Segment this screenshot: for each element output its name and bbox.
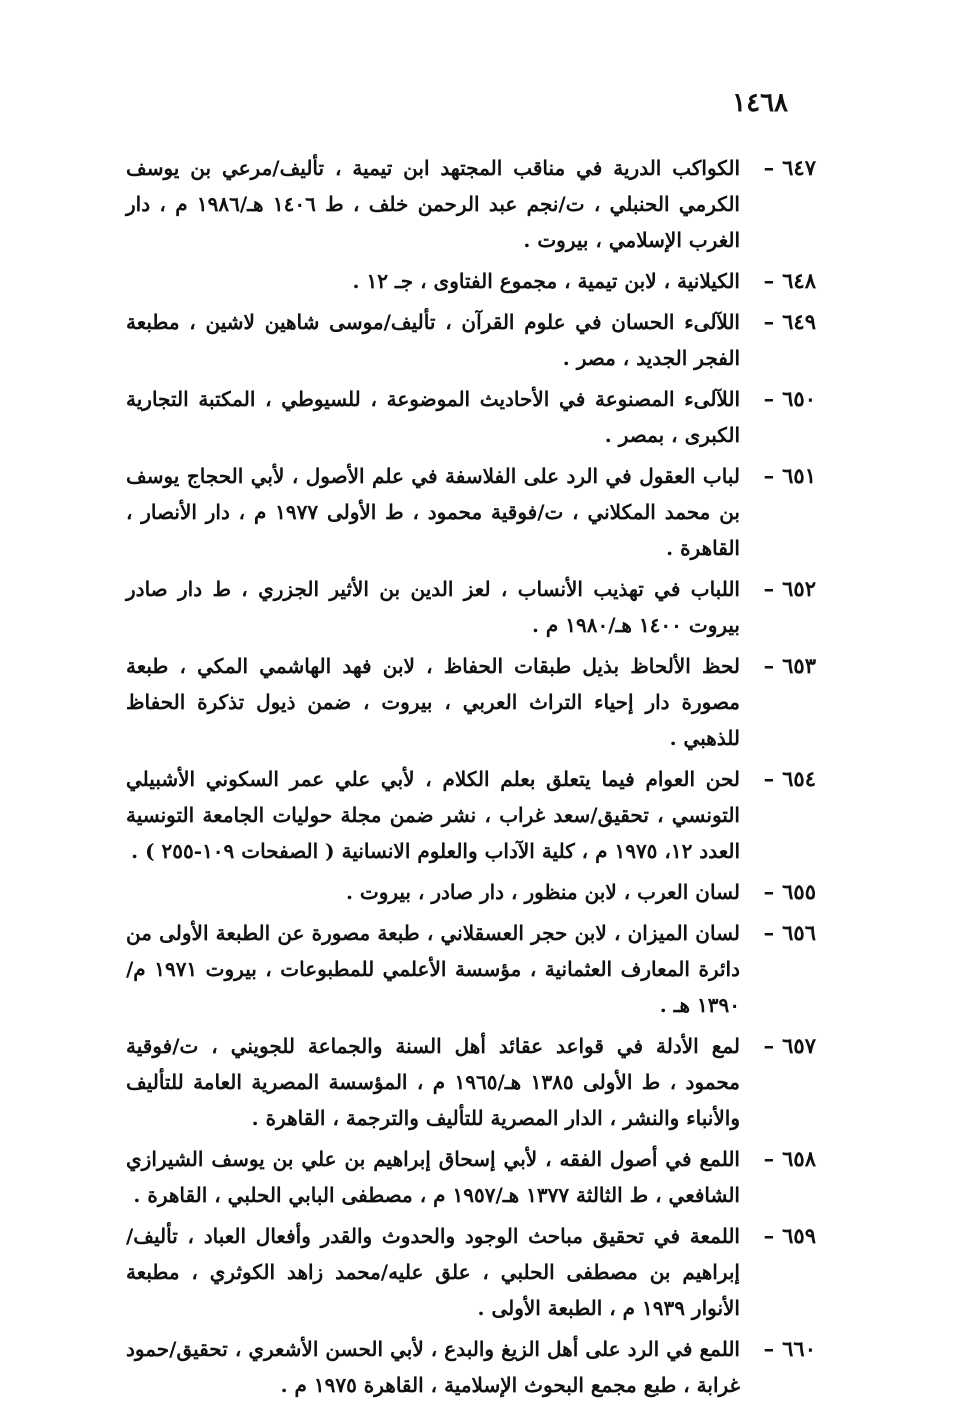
bibliography-entry — [126, 304, 816, 376]
entry-number: ٦٥٢– — [763, 576, 816, 601]
entry-number: ٦٥٤– — [763, 766, 816, 791]
entry-text: لباب العقول في الرد على الفلاسفة في علم الأصول ، لأبي الحجاج يوسف بن محمد المكلاني ، ت/فوقية محمود ، ط الأولى ١٩٧٧ م ، دار الأنصار ، القاهرة . — [126, 464, 740, 560]
bibliography-entry — [126, 915, 816, 1023]
entry-text: الكواكب الدرية في مناقب المجتهد ابن تيمية ، تأليف/مرعي بن يوسف الكرمي الحنبلي ، ت/نجم عبد الرحمن خلف ، ط ١٤٠٦ هـ/١٩٨٦ م ، دار الغرب الإسلامي ، بيروت . — [126, 156, 740, 252]
entry-text: لسان الميزان ، لابن حجر العسقلاني ، طبعة مصورة عن الطبعة الأولى من دائرة المعارف العثمانية ، مؤسسة الأعلمي للمطبوعات ، بيروت ١٩٧١ م/١٣٩٠ هـ . — [126, 921, 740, 1017]
bibliography-entry — [126, 571, 816, 643]
entry-number: ٦٥١– — [763, 463, 816, 488]
entry-number: ٦٤٩– — [763, 309, 816, 334]
bibliography-entry — [126, 874, 816, 910]
bibliography-list — [126, 150, 816, 1408]
entry-text: لمع الأدلة في قواعد عقائد أهل السنة والجماعة للجويني ، ت/فوقية محمود ، ط الأولى ١٣٨٥ هـ/١٩٦٥ م ، المؤسسة المصرية العامة للتأليف والأنباء والنشر ، الدار المصرية للتأليف والترجمة ، القاهرة . — [126, 1034, 740, 1130]
bibliography-entry — [126, 1028, 816, 1136]
entry-text: لحن العوام فيما يتعلق بعلم الكلام ، لأبي علي عمر السكوني الأشبيلي التونسي ، تحقيق/سعد غراب ، نشر ضمن مجلة حوليات الجامعة التونسية العدد ١٢، ١٩٧٥ م ، كلية الآداب والعلوم الانسانية ( الصفحات ١٠٩-٢٥٥ ) . — [126, 767, 740, 863]
bibliography-entry — [126, 1218, 816, 1326]
bibliography-entry — [126, 648, 816, 756]
bibliography-entry — [126, 458, 816, 566]
entry-text: لسان العرب ، لابن منظور ، دار صادر ، بيروت . — [345, 880, 740, 904]
entry-number: ٦٤٨– — [763, 268, 816, 293]
entry-text: اللمع في الرد على أهل الزيغ والبدع ، لأبي الحسن الأشعري ، تحقيق/حمود غرابة ، طبع مجمع البحوث الإسلامية ، القاهرة ١٩٧٥ م . — [126, 1337, 740, 1397]
entry-number: ٦٥٨– — [763, 1146, 816, 1171]
bibliography-entry — [126, 381, 816, 453]
entry-number: ٦٦٠– — [763, 1336, 816, 1361]
entry-text: اللباب في تهذيب الأنساب ، لعز الدين بن الأثير الجزري ، ط دار صادر بيروت ١٤٠٠ هـ/١٩٨٠ م . — [126, 577, 740, 637]
entry-number: ٦٥٣– — [763, 653, 816, 678]
entry-text: اللمعة في تحقيق مباحث الوجود والحدوث والقدر وأفعال العباد ، تأليف/إبراهيم بن مصطفى الحلبي ، علق عليه/محمد زاهد الكوثري ، مطبعة الأنوار ١٩٣٩ م ، الطبعة الأولى . — [126, 1224, 740, 1320]
bibliography-entry — [126, 1331, 816, 1403]
entry-number: ٦٥٠– — [763, 386, 816, 411]
entry-text: لحظ الألحاظ بذيل طبقات الحفاظ ، لابن فهد الهاشمي المكي ، طبعة مصورة دار إحياء التراث العربي ، بيروت ، ضمن ذيول تذكرة الحفاظ للذهبي . — [126, 654, 740, 750]
entry-text: اللآلىء الحسان في علوم القرآن ، تأليف/موسى شاهين لاشين ، مطبعة الفجر الجديد ، مصر . — [126, 310, 740, 370]
entry-number: ٦٥٥– — [763, 879, 816, 904]
entry-number: ٦٥٧– — [763, 1033, 816, 1058]
entry-number: ٦٥٩– — [763, 1223, 816, 1248]
entry-number: ٦٥٦– — [763, 920, 816, 945]
entry-text: اللآلىء المصنوعة في الأحاديث الموضوعة ، للسيوطي ، المكتبة التجارية الكبرى ، بمصر . — [126, 387, 740, 447]
page-number: ١٤٦٨ — [732, 88, 788, 118]
bibliography-entry — [126, 1141, 816, 1213]
bibliography-entry — [126, 263, 816, 299]
bibliography-entry — [126, 761, 816, 869]
entry-text: اللمع في أصول الفقه ، لأبي إسحاق إبراهيم بن علي بن يوسف الشيرازي الشافعي ، ط الثالثة ١٣٧٧ هـ/١٩٥٧ م ، مصطفى البابي الحلبي ، القاهرة . — [126, 1147, 740, 1207]
entry-number: ٦٤٧– — [763, 155, 816, 180]
entry-text: الكيلانية ، لابن تيمية ، مجموع الفتاوى ، جـ ١٢ . — [352, 269, 740, 293]
bibliography-entry — [126, 150, 816, 258]
